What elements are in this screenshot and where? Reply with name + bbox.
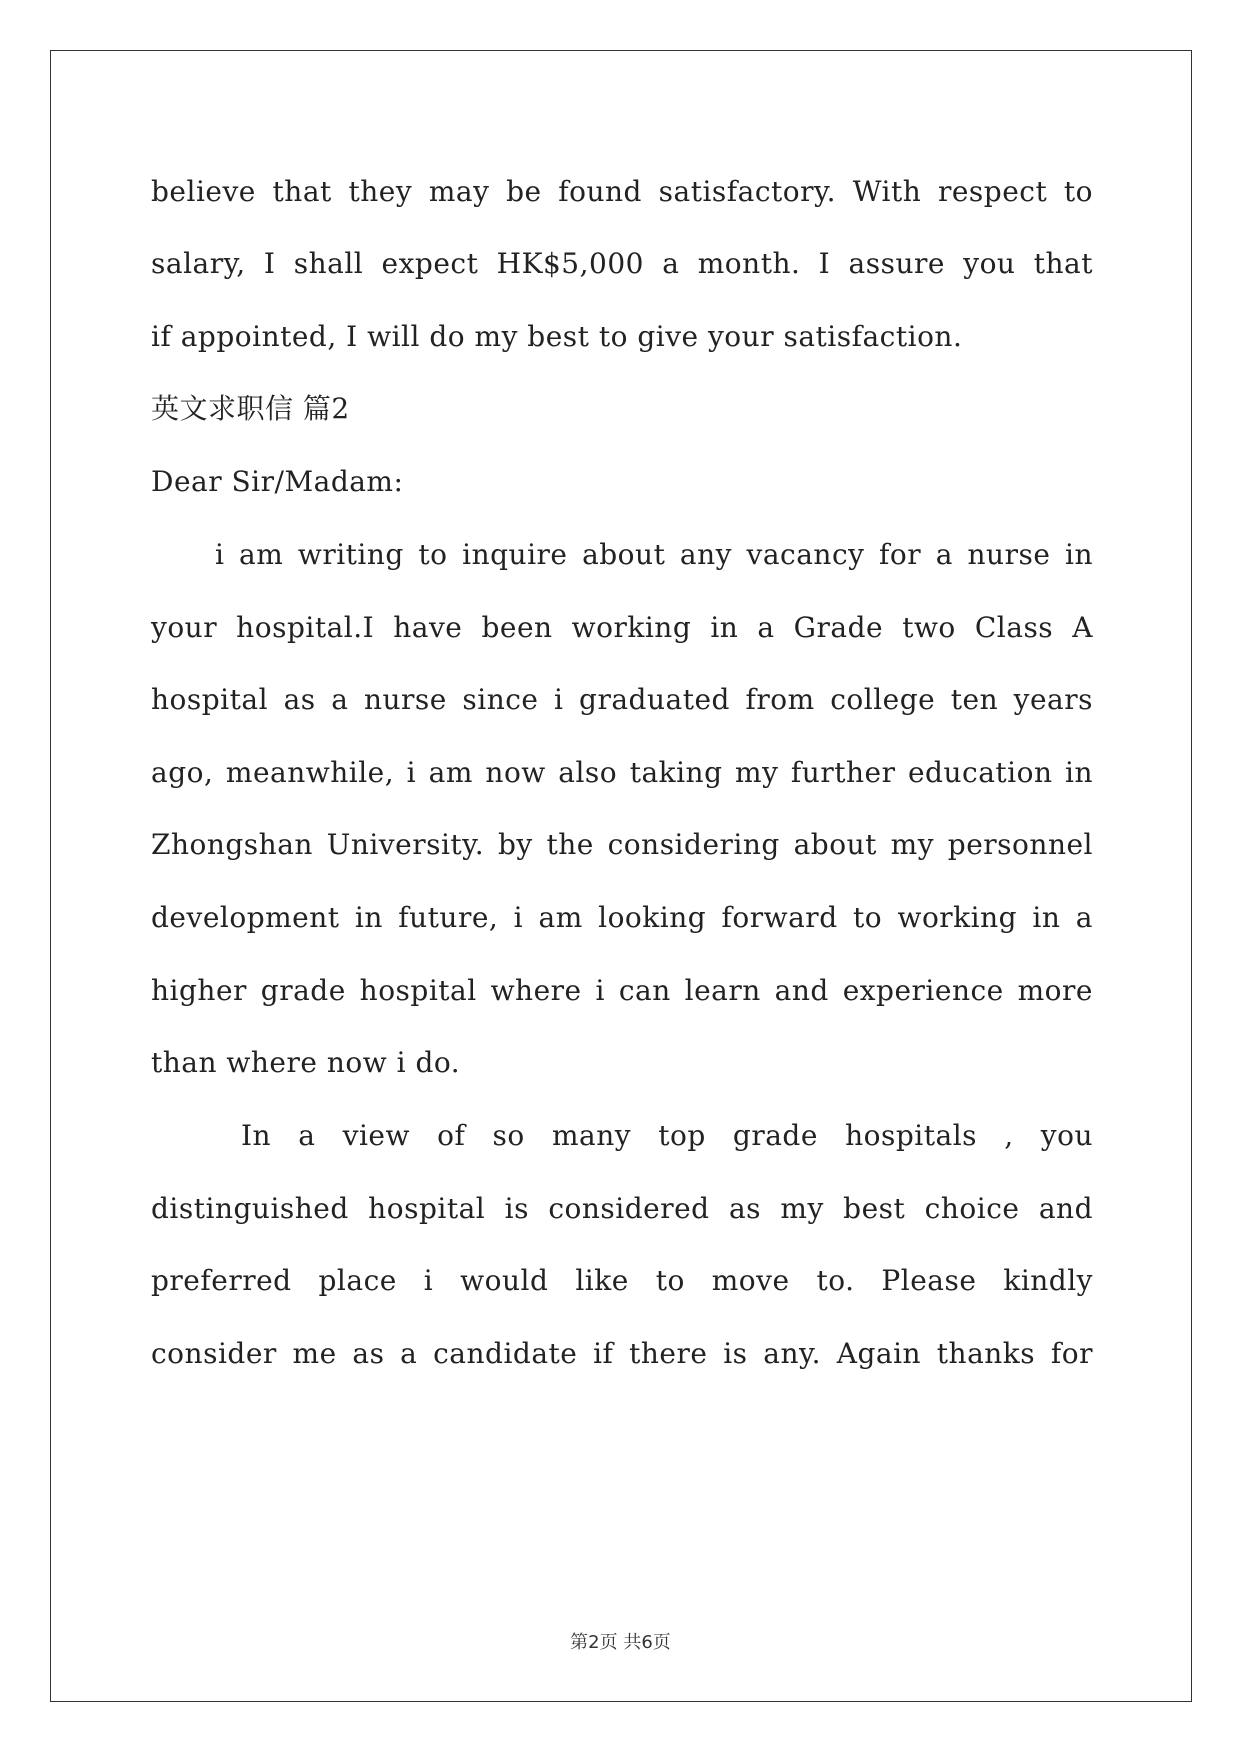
text-line: ago, meanwhile, i am now also taking my further education in xyxy=(151,756,1093,789)
text-line: hospital as a nurse since i graduated from college ten years xyxy=(151,683,1093,716)
text-line: development in future, i am looking forward to working in a xyxy=(151,901,1093,934)
salutation: Dear Sir/Madam: xyxy=(151,465,404,498)
text-line: consider me as a candidate if there is any. Again thanks for xyxy=(151,1337,1093,1370)
page-border xyxy=(50,50,1192,1702)
text-line: salary, I shall expect HK$5,000 a month. I assure you that xyxy=(151,247,1093,280)
text-line: distinguished hospital is considered as my best choice and xyxy=(151,1192,1093,1225)
page-number: 第2页 共6页 xyxy=(570,1632,671,1653)
text-line: if appointed, I will do my best to give your satisfaction. xyxy=(151,320,963,353)
text-line: Zhongshan University. by the considering about my personnel xyxy=(151,828,1093,861)
text-line: i am writing to inquire about any vacancy for a nurse in xyxy=(215,538,1093,571)
text-line: higher grade hospital where i can learn and experience more xyxy=(151,974,1093,1007)
text-line: In a view of so many top grade hospitals , you xyxy=(241,1119,1093,1152)
text-line: believe that they may be found satisfactory. With respect to xyxy=(151,175,1093,208)
text-line: than where now i do. xyxy=(151,1046,461,1079)
text-line: preferred place i would like to move to. Please kindly xyxy=(151,1264,1093,1297)
section-heading: 英文求职信 篇2 xyxy=(151,392,350,425)
text-line: your hospital.I have been working in a Grade two Class A xyxy=(151,611,1093,644)
